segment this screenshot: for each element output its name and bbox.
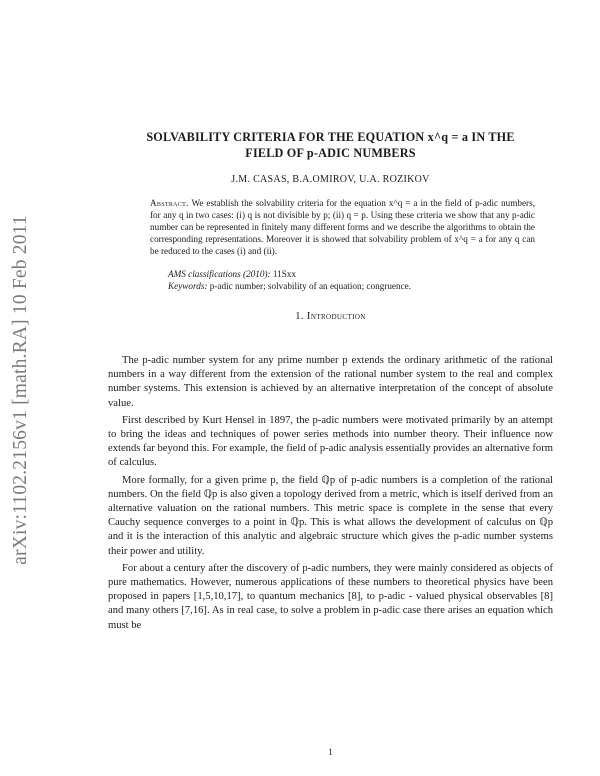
title-line-2: FIELD OF p-ADIC NUMBERS [245,146,416,160]
keywords-value: p-adic number; solvability of an equation; congruence. [209,281,412,291]
ams-label: AMS classifications (2010): [168,269,271,279]
paper-title [108,129,553,161]
ams-value: 11Sxx [272,269,297,279]
abstract [150,197,535,257]
abstract-text: We establish the solvability criteria for the equation x^q = a in the field of p-adic numbers, for any q in two cases: (i) q is not divisible by p; (ii) q = p. Using these criteria we show that any p-adic number can be represented in finitely many different forms and we describe the algorithms to obtain the corresponding representations. Moreover it is showed that solvability problem of x^q = a for any q can be reduced to the cases (i) and (ii). [150,198,535,256]
abstract-lead: Abstract. [150,198,189,208]
page-number: 1 [328,747,333,757]
authors: J.M. CASAS, B.A.OMIROV, U.A. ROZIKOV [231,174,430,185]
section-heading: 1. Introduction [295,311,366,322]
title-line-1: SOLVABILITY CRITERIA FOR THE EQUATION x^q = a IN THE [146,130,515,144]
keywords-label: Keywords: [168,281,208,291]
arxiv-sidebar-stamp [2,180,40,600]
body-text [108,354,553,636]
keywords [168,280,548,292]
paragraph-1: The p-adic number system for any prime number p extends the ordinary arithmetic of the rational numbers in a way different from the extension of the rational number system to the real and complex number systems. This extension is achieved by an alternative interpretation of the concept of absolute value. [108,355,553,409]
arxiv-identifier: arXiv:1102.2156v1 [math.RA] 10 Feb 2011 [10,215,31,565]
paragraph-2: First described by Kurt Hensel in 1897, the p-adic numbers were motivated primarily by an attempt to bring the ideas and techniques of power series methods into number theory. Their influence now extends far beyond this. For example, the field of p-adic analysis essentially provides an alternative form of calculus. [108,414,553,469]
paragraph-4: For about a century after the discovery of p-adic numbers, they were mainly considered as objects of pure mathematics. However, numerous applications of these numbers to theoretical physics have been proposed in papers [1,5,10,17], to quantum mechanics [8], to p-adic - valued physical observables [8] and many others [7,16]. As in real case, to solve a problem in p-adic case there arises an equation which must be [108,562,553,631]
paragraph-3: More formally, for a given prime p, the field ℚp of p-adic numbers is a completion of the rational numbers. On the field ℚp is also given a topology derived from a metric, which is itself derived from an alternative valuation on the rational numbers. This metric space is complete in the sense that every Cauchy sequence converges to a point in ℚp. This is what allows the development of calculus on ℚp and it is the interaction of this analytic and algebraic structure which gives the p-adic number systems their power and utility. [108,474,553,557]
ams-classification [168,268,548,280]
